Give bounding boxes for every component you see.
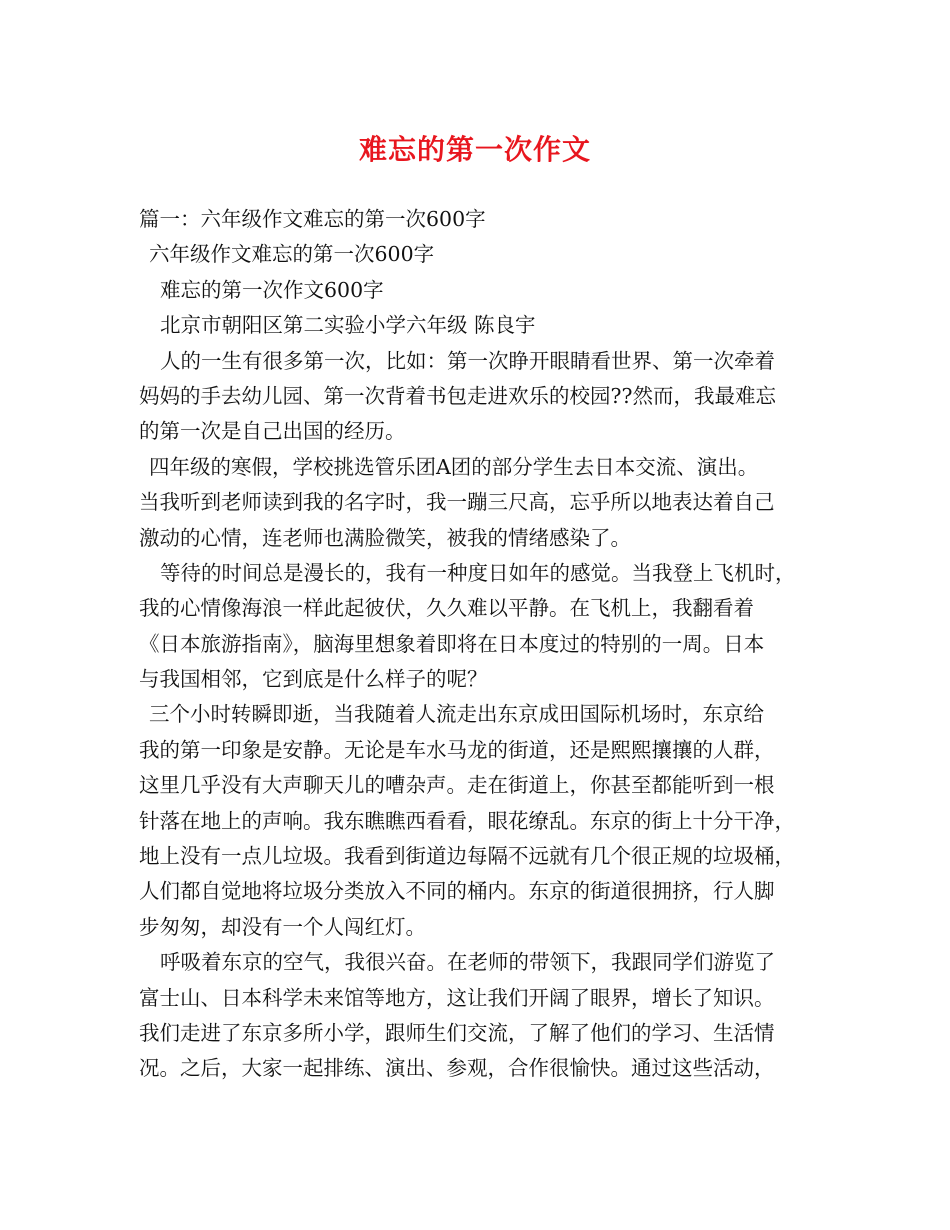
text-line: 富士山、日本科学未来馆等地方，这让我们开阔了眼界，增长了知识。 xyxy=(139,985,775,1010)
text-line: 四年级的寒假，学校挑选管乐团A团的部分学生去日本交流、演出。 xyxy=(149,454,759,479)
text-line: 我的心情像海浪一样此起彼伏，久久难以平静。在飞机上，我翻看着 xyxy=(139,596,754,621)
document-body xyxy=(139,202,819,1087)
text-line-author: 北京市朝阳区第二实验小学六年级 陈良宇 xyxy=(160,313,536,338)
text-line: 人们都自觉地将垃圾分类放入不同的桶内。东京的街道很拥挤，行人脚 xyxy=(139,879,775,904)
text-line: 针落在地上的声响。我东瞧瞧西看看，眼花缭乱。东京的街上十分干净， xyxy=(139,808,795,833)
text-line: 的第一次是自己出国的经历。 xyxy=(139,419,406,444)
text-line: 《日本旅游指南》，脑海里想象着即将在日本度过的特别的一周。日本 xyxy=(139,631,765,656)
text-line: 等待的时间总是漫长的，我有一种度日如年的感觉。当我登上飞机时， xyxy=(160,560,796,585)
text-line: 呼吸着东京的空气，我很兴奋。在老师的带领下，我跟同学们游览了 xyxy=(160,950,775,975)
text-line: 三个小时转瞬即逝，当我随着人流走出东京成田国际机场时，东京给 xyxy=(149,702,764,727)
text-line: 妈妈的手去幼儿园、第一次背着书包走进欢乐的校园??然而，我最难忘 xyxy=(139,383,776,408)
text-line-section-heading: 篇一：六年级作文难忘的第一次600字 xyxy=(139,207,486,231)
text-line: 当我听到老师读到我的名字时，我一蹦三尺高，忘乎所以地表达着自己 xyxy=(139,490,775,515)
text-line: 步匆匆，却没有一个人闯红灯。 xyxy=(139,914,426,939)
text-line: 况。之后，大家一起排练、演出、参观，合作很愉快。通过这些活动， xyxy=(139,1056,775,1081)
text-line: 这里几乎没有大声聊天儿的嘈杂声。走在街道上，你甚至都能听到一根 xyxy=(139,773,775,798)
document-title: 难忘的第一次作文 xyxy=(358,133,591,166)
text-line-subheading: 六年级作文难忘的第一次600字 xyxy=(149,242,435,267)
text-line: 人的一生有很多第一次，比如：第一次睁开眼睛看世界、第一次牵着 xyxy=(160,348,775,373)
text-line: 我们走进了东京多所小学，跟师生们交流，了解了他们的学习、生活情 xyxy=(139,1020,775,1045)
text-line: 地上没有一点儿垃圾。我看到街道边每隔不远就有几个很正规的垃圾桶， xyxy=(139,844,795,869)
text-line-essay-title: 难忘的第一次作文600字 xyxy=(160,277,384,302)
text-line: 与我国相邻，它到底是什么样子的呢？ xyxy=(139,667,488,692)
text-line: 我的第一印象是安静。无论是车水马龙的街道，还是熙熙攘攘的人群， xyxy=(139,737,775,762)
text-line: 激动的心情，连老师也满脸微笑，被我的情绪感染了。 xyxy=(139,525,631,550)
